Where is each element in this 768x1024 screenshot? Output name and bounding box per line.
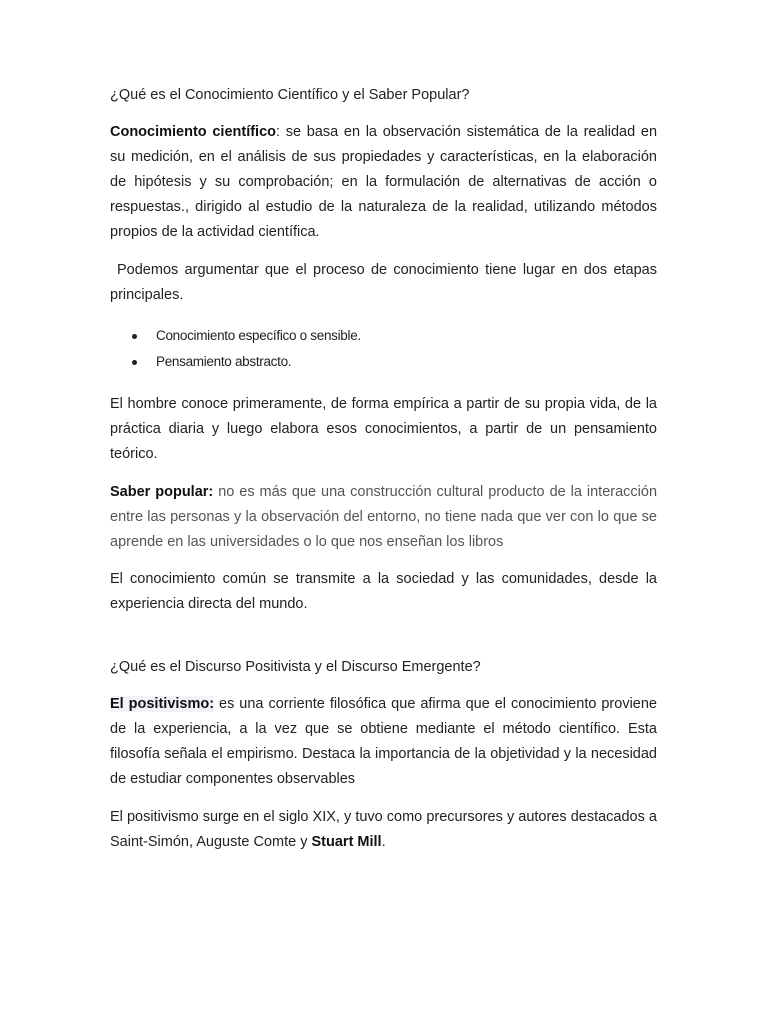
text-positivismo: es una corriente filosófica que afirma que el conocimiento proviene de la experiencia, a la vez que se obtiene mediante el método científico. Esta filosofía señala el empirismo. Destaca la importancia de la objetividad y la necesidad de estudiar componentes observables [110,696,657,787]
list-item: Conocimiento específico o sensible. [110,323,657,349]
term-saber-popular: Saber popular: [110,484,214,500]
text-saber-popular: no es más que una construcción cultural producto de la interacción entre las personas y la observación del entorno, no tiene nada que ver con lo que se aprende en las universidades o lo que nos enseñan los libros [110,484,658,550]
section-heading-conocimiento: ¿Qué es el Conocimiento Científico y el Saber Popular? [110,87,470,103]
bullet-icon [132,360,137,365]
list-item: Pensamiento abstracto. [110,349,657,375]
paragraph-hombre-conoce: El hombre conoce primeramente, de forma empírica a partir de su propia vida, de la práctica diaria y luego elabora esos conocimientos, a partir de un pensamiento teórico. [110,396,657,462]
section-heading-discurso: ¿Qué es el Discurso Positivista y el Discurso Emergente? [110,659,481,675]
paragraph-positivismo-surge: El positivismo surge en el siglo XIX, y tuvo como precursores y autores destacados a Saint-Simón, Auguste Comte y Stuart Mill. [110,809,657,850]
bullet-icon [132,334,137,339]
paragraph-conocimiento-comun: El conocimiento común se transmite a la sociedad y las comunidades, desde la experiencia directa del mundo. [110,571,657,612]
term-positivismo: El positivismo: [110,696,215,712]
paragraph-etapas: Podemos argumentar que el proceso de conocimiento tiene lugar en dos etapas principales. [110,262,657,303]
term-stuart-mill: Stuart Mill [311,834,382,850]
paragraph-conocimiento-cientifico [110,120,657,245]
term-conocimiento-cientifico: Conocimiento científico [110,124,277,140]
paragraph-saber-popular [110,480,657,555]
text-conocimiento-cientifico: : se basa en la observación sistemática de la realidad en su medición, en el análisis de sus propiedades y características, en la elaboración de hipótesis y su comprobación; en la formulación de alternativas de acción o respuestas., dirigido al estudio de la naturaleza de la realidad, utilizando métodos propios de la actividad científica. [110,124,658,240]
paragraph-positivismo [110,692,657,792]
bullet-list-etapas [110,323,657,375]
